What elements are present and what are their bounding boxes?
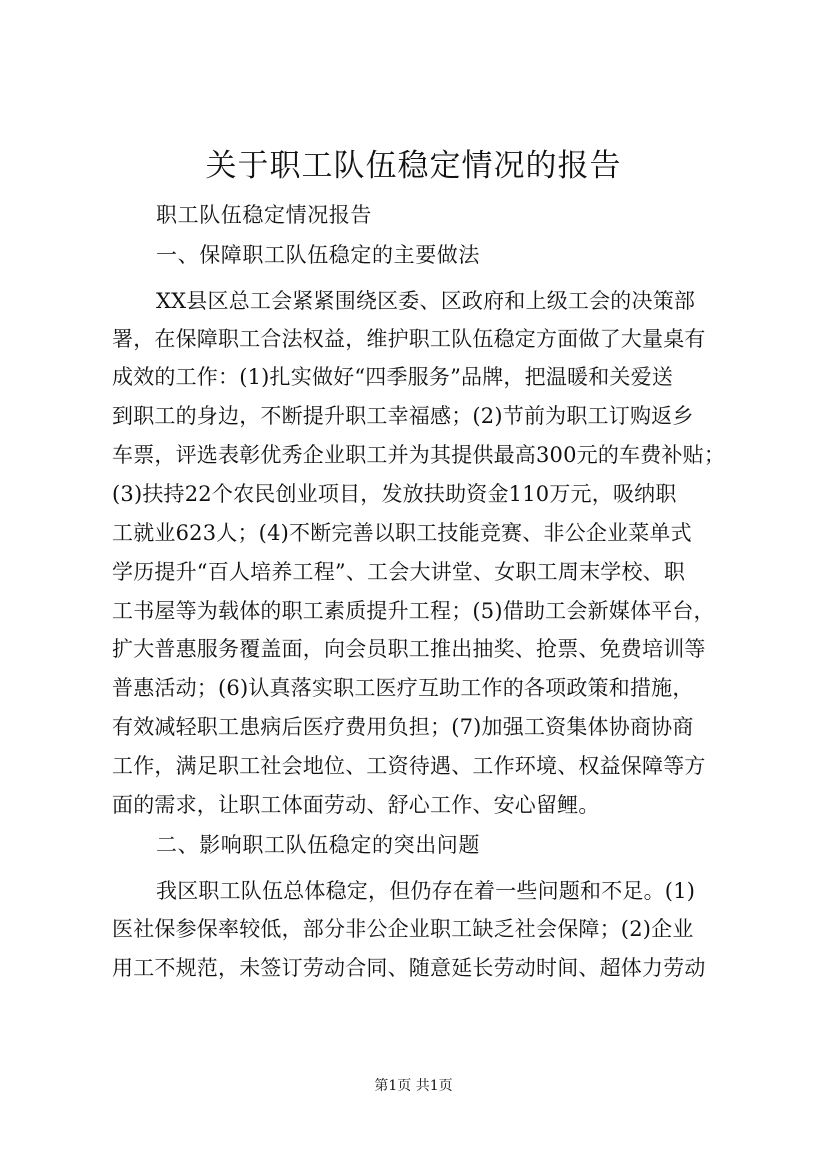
paragraph-line: 扩大普惠服务覆盖面，向会员职工推出抽奖、抢票、免费培训等	[112, 637, 706, 661]
paragraph-line: (3)扶持22个农民创业项目，发放扶助资金110万元，吸纳职	[112, 482, 677, 506]
paragraph-line: 工书屋等为载体的职工素质提升工程；(5)借助工会新媒体平台，	[112, 599, 715, 623]
paragraph-line: 署，在保障职工合法权益，维护职工队伍稳定方面做了大量桌有	[112, 327, 706, 351]
subtitle-line: 职工队伍稳定情况报告	[156, 203, 372, 227]
paragraph-line: 用工不规范，未签订劳动合同、随意延长劳动时间、超体力劳动	[112, 956, 706, 980]
section-heading-2: 二、影响职工队伍稳定的突出问题	[156, 833, 480, 857]
paragraph-line: 面的需求，让职工体面劳动、舒心工作、安心留鲤。	[112, 793, 600, 817]
paragraph-line: 我区职工队伍总体稳定，但仍存在着一些问题和不足。(1)	[156, 879, 696, 903]
paragraph-line: 成效的工作：(1)扎实做好“四季服务”品牌，把温暖和关爱送	[112, 365, 674, 389]
paragraph-line: 学历提升“百人培养工程”、工会大讲堂、女职工周末学校、职	[112, 560, 686, 584]
paragraph-line: 到职工的身边，不断提升职工幸福感；(2)节前为职工订购返乡	[112, 404, 694, 428]
paragraph-line: 普惠活动；(6)认真落实职工医疗互助工作的各项政策和措施，	[112, 676, 694, 700]
paragraph-line: 工就业623人；(4)不断完善以职工技能竞赛、非公企业菜单式	[112, 521, 692, 545]
document-title: 关于职工队伍稳定情况的报告	[205, 148, 622, 184]
paragraph-line: 车票，评选表彰优秀企业职工并为其提供最高300元的车费补贴；	[112, 443, 726, 467]
page-footer: 第1页 共1页	[374, 1078, 453, 1094]
paragraph-line: XX县区总工会紧紧围绕区委、区政府和上级工会的决策部	[156, 289, 696, 313]
paragraph-line: 医社保参保率较低，部分非公企业职工缺乏社会保障；(2)企业	[112, 917, 694, 941]
section-heading-1: 一、保障职工队伍稳定的主要做法	[156, 243, 480, 267]
paragraph-line: 有效减轻职工患病后医疗费用负担；(7)加强工资集体协商协商	[112, 715, 694, 739]
paragraph-line: 工作，满足职工社会地位、工资待遇、工作环境、权益保障等方	[112, 754, 706, 778]
